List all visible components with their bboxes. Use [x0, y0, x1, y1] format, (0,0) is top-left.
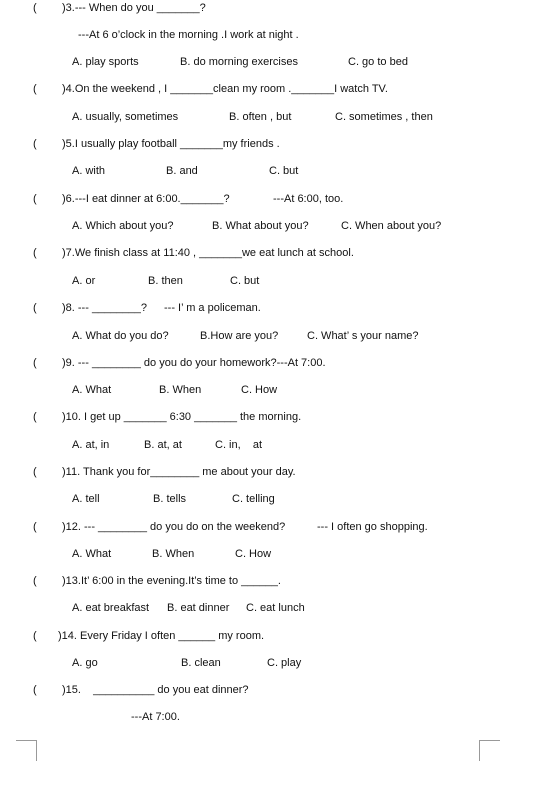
- question-8-option-a: A. What do you do?: [72, 330, 169, 342]
- question-12-option-b: B. When: [152, 548, 195, 560]
- question-8-paren: (: [33, 302, 37, 314]
- question-14-paren: (: [33, 630, 37, 642]
- question-11-option-c: C. telling: [232, 493, 275, 505]
- question-9-option-c: C. How: [241, 384, 278, 396]
- question-8-option-b: B.How are you?: [200, 330, 279, 342]
- question-13-option-c: C. eat lunch: [246, 602, 305, 614]
- question-6-option-a: A. Which about you?: [72, 220, 174, 232]
- question-3-paren: (: [33, 2, 37, 14]
- question-4-option-b: B. often , but: [229, 111, 292, 123]
- question-10-option-a: A. at, in: [72, 439, 110, 451]
- question-7-option-b: B. then: [148, 275, 183, 287]
- question-9-paren: (: [33, 357, 37, 369]
- question-9-stem: )9. --- ________ do you do your homework?---At 7:00.: [62, 357, 326, 369]
- question-3-response: ---At 6 o’clock in the morning .I work at night .: [78, 29, 299, 41]
- question-5-paren: (: [33, 138, 37, 150]
- question-4-option-a: A. usually, sometimes: [72, 111, 179, 123]
- question-9-option-b: B. When: [159, 384, 202, 396]
- question-7-option-a: A. or: [72, 275, 96, 287]
- question-15-paren: (: [33, 684, 37, 696]
- question-14-stem: )14. Every Friday I often ______ my room.: [58, 630, 265, 642]
- question-4-option-c: C. sometimes , then: [335, 111, 433, 123]
- question-3-option-c: C. go to bed: [348, 56, 408, 68]
- question-14-option-c: C. play: [267, 657, 302, 669]
- question-6-option-b: B. What about you?: [212, 220, 309, 232]
- question-8-option-c: C. What’ s your name?: [307, 330, 419, 342]
- question-11-stem: )11. Thank you for________ me about your day.: [62, 466, 296, 478]
- question-12-response: --- I often go shopping.: [317, 521, 428, 533]
- question-13-paren: (: [33, 575, 37, 587]
- question-12-option-c: C. How: [235, 548, 272, 560]
- question-14-option-b: B. clean: [181, 657, 221, 669]
- question-14-option-a: A. go: [72, 657, 98, 669]
- question-13-option-b: B. eat dinner: [167, 602, 230, 614]
- question-7-option-c: C. but: [230, 275, 260, 287]
- question-13-option-a: A. eat breakfast: [72, 602, 150, 614]
- question-15-response: ---At 7:00.: [131, 711, 180, 723]
- question-10-paren: (: [33, 411, 37, 423]
- question-11-option-b: B. tells: [153, 493, 187, 505]
- question-9-option-a: A. What: [72, 384, 112, 396]
- question-6-stem: )6.---I eat dinner at 6:00._______?: [62, 193, 230, 205]
- question-5-option-a: A. with: [72, 165, 106, 177]
- question-6-option-c: C. When about you?: [341, 220, 442, 232]
- question-11-paren: (: [33, 466, 37, 478]
- question-7-paren: (: [33, 247, 37, 259]
- question-12-option-a: A. What: [72, 548, 112, 560]
- question-3-stem: )3.--- When do you _______?: [62, 2, 206, 14]
- question-12-paren: (: [33, 521, 37, 533]
- question-15-stem: )15. __________ do you eat dinner?: [62, 684, 249, 696]
- question-13-stem: )13.It’ 6:00 in the evening.It’s time to ______.: [62, 575, 281, 587]
- question-11-option-a: A. tell: [72, 493, 100, 505]
- question-3-option-b: B. do morning exercises: [180, 56, 298, 68]
- question-8-response: --- I’ m a policeman.: [164, 302, 261, 314]
- question-10-option-c: C. in, at: [215, 439, 263, 451]
- question-4-stem: )4.On the weekend , I _______clean my room ._______I watch TV.: [62, 83, 388, 95]
- question-10-stem: )10. I get up _______ 6:30 _______ the morning.: [62, 411, 302, 423]
- question-3-option-a: A. play sports: [72, 56, 139, 68]
- question-4-paren: (: [33, 83, 37, 95]
- page-corner-mark-right: [479, 740, 500, 761]
- question-8-stem: )8. --- ________?: [62, 302, 147, 314]
- question-10-option-b: B. at, at: [144, 439, 182, 451]
- page-corner-mark-left: [16, 740, 37, 761]
- question-5-stem: )5.I usually play football _______my friends .: [62, 138, 280, 150]
- question-5-option-b: B. and: [166, 165, 198, 177]
- question-12-stem: )12. --- ________ do you do on the weekend?: [62, 521, 286, 533]
- question-6-paren: (: [33, 193, 37, 205]
- question-5-option-c: C. but: [269, 165, 299, 177]
- question-6-response: ---At 6:00, too.: [273, 193, 344, 205]
- question-7-stem: )7.We finish class at 11:40 , _______we eat lunch at school.: [62, 247, 354, 259]
